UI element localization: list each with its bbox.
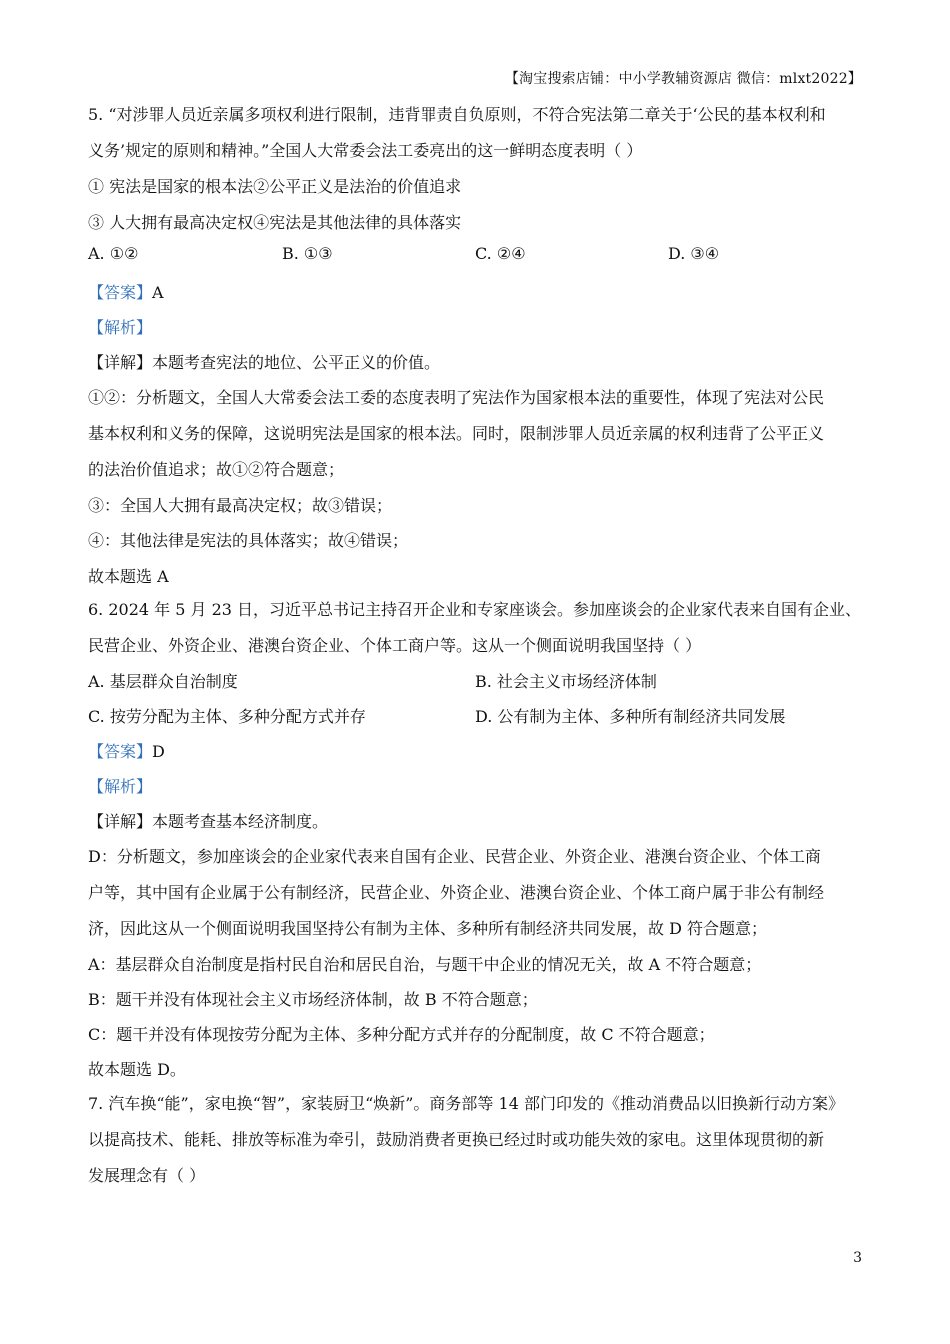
q5-option-b: B. ①③ [282, 244, 333, 263]
q5-exp4: ④：其他法律是宪法的具体落实；故④错误； [88, 531, 409, 550]
q6-conclusion: 故本题选 D。 [88, 1060, 186, 1079]
q6-stem-line-1: 6. 2024 年 5 月 23 日，习近平总书记主持召开企业和专家座谈会。参加座谈会的企业家代表来自国有企业、 [88, 600, 862, 619]
q6-exp-a: A：基层群众自治制度是指村民自治和居民自治，与题干中企业的情况无关，故 A 不符合题意； [88, 955, 762, 974]
q6-exp-d-line-1: D：分析题文，参加座谈会的企业家代表来自国有企业、民营企业、外资企业、港澳台资企业、个体工商 [88, 847, 821, 866]
page-number: 3 [853, 1250, 862, 1266]
q6-detail-text: 本题考查基本经济制度。 [152, 812, 329, 831]
q6-stem-line-2: 民营企业、外资企业、港澳台资企业、个体工商户等。这从一个侧面说明我国坚持（ ） [88, 636, 702, 655]
q5-stem-line-2: 义务’规定的原则和精神。”全国人大常委会法工委亮出的这一鲜明态度表明（ ） [88, 141, 643, 160]
q6-answer-value: D [152, 742, 165, 761]
q5-item-line-2: ③ 人大拥有最高决定权④宪法是其他法律的具体落实 [88, 213, 462, 232]
q6-option-d: D. 公有制为主体、多种所有制经济共同发展 [475, 707, 786, 726]
q5-option-a: A. ①② [88, 244, 139, 263]
q7-stem-line-2: 以提高技术、能耗、排放等标准为牵引，鼓励消费者更换已经过时或功能失效的家电。这里体现贯彻的新 [88, 1130, 825, 1149]
q5-detail-text: 本题考查宪法的地位、公平正义的价值。 [152, 353, 441, 372]
q7-stem-line-3: 发展理念有（ ） [88, 1166, 206, 1185]
q6-exp-c: C：题干并没有体现按劳分配为主体、多种分配方式并存的分配制度，故 C 不符合题意； [88, 1025, 715, 1044]
q5-exp1-line-1: ①②：分析题文，全国人大常委会法工委的态度表明了宪法作为国家根本法的重要性，体现了宪法对公民 [88, 388, 825, 407]
q5-item-line-1: ① 宪法是国家的根本法②公平正义是法治的价值追求 [88, 177, 462, 196]
q5-option-d: D. ③④ [668, 244, 720, 263]
q5-answer-tag: 【答案】 [88, 283, 153, 302]
q5-analysis-tag: 【解析】 [88, 318, 153, 337]
q5-stem-line-1: 5. “对涉罪人员近亲属多项权利进行限制，违背罪责自负原则，不符合宪法第二章关于‘公民的基本权利和 [88, 105, 826, 124]
page-header: 【淘宝搜索店铺：中小学教辅资源店 微信：mlxt2022】 [504, 71, 862, 87]
q5-detail-tag: 【详解】 [88, 353, 153, 372]
q7-stem-line-1: 7. 汽车换“能”，家电换“智”，家装厨卫“焕新”。商务部等 14 部门印发的《推动消费品以旧换新行动方案》 [88, 1094, 844, 1113]
q6-exp-d-line-2: 户等，其中国有企业属于公有制经济，民营企业、外资企业、港澳台资企业、个体工商户属于非公有制经 [88, 883, 825, 902]
q6-option-c: C. 按劳分配为主体、多种分配方式并存 [88, 707, 366, 726]
q6-exp-b: B：题干并没有体现社会主义市场经济体制，故 B 不符合题意； [88, 990, 538, 1009]
q5-option-c: C. ②④ [475, 244, 526, 263]
q6-answer-tag: 【答案】 [88, 742, 153, 761]
q6-analysis-tag: 【解析】 [88, 777, 153, 796]
q5-exp1-line-2: 基本权利和义务的保障，这说明宪法是国家的根本法。同时，限制涉罪人员近亲属的权利违背了公平正义 [88, 424, 825, 443]
q6-option-a: A. 基层群众自治制度 [88, 672, 238, 691]
q6-answer [88, 739, 165, 762]
q6-option-b: B. 社会主义市场经济体制 [475, 672, 657, 691]
q5-answer [88, 280, 164, 303]
q5-detail [88, 350, 440, 373]
q5-answer-value: A [152, 283, 164, 302]
q6-detail-tag: 【详解】 [88, 812, 153, 831]
q5-exp3: ③：全国人大拥有最高决定权；故③错误； [88, 496, 393, 515]
q6-detail [88, 809, 328, 832]
q5-conclusion: 故本题选 A [88, 567, 169, 586]
q5-exp1-line-3: 的法治价值追求；故①②符合题意； [88, 460, 345, 479]
q6-exp-d-line-3: 济，因此这从一个侧面说明我国坚持公有制为主体、多种所有制经济共同发展，故 D 符合题意； [88, 919, 768, 938]
